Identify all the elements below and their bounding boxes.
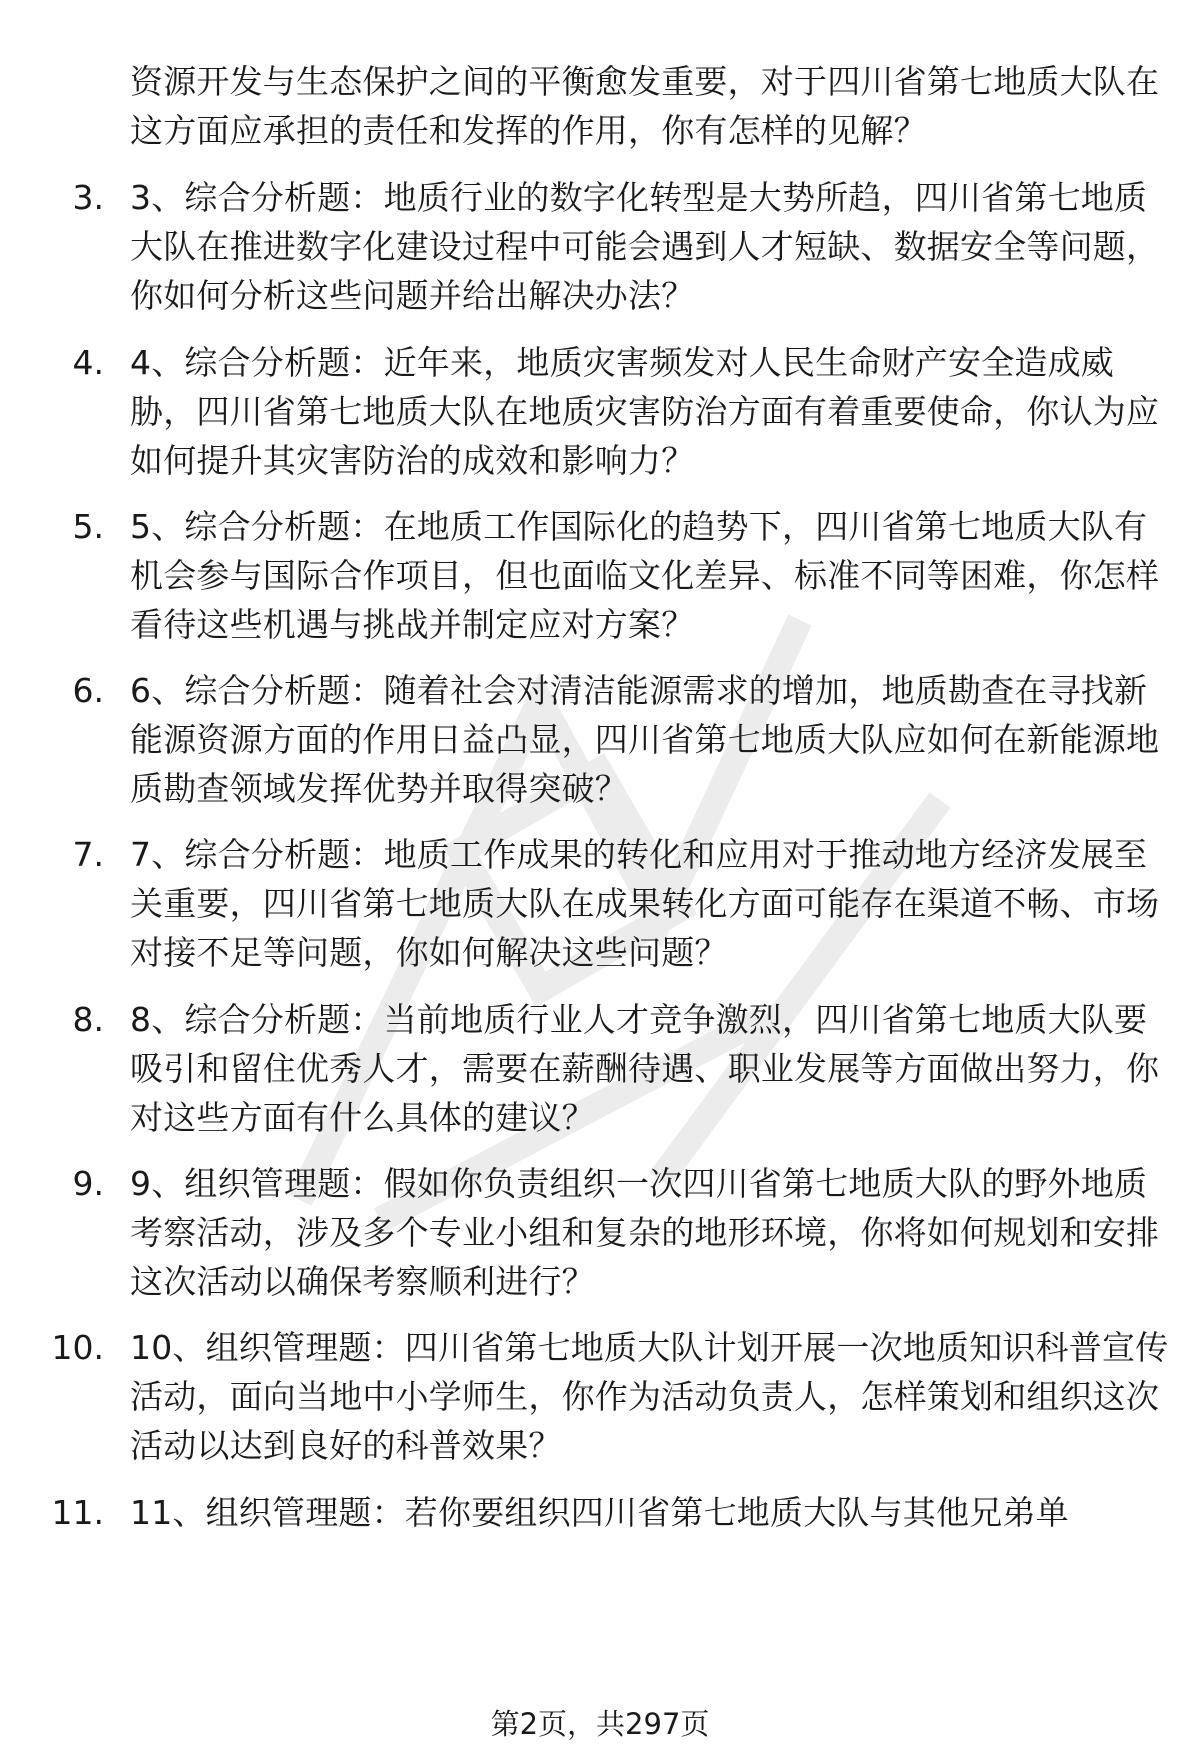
item-text: 4、综合分析题：近年来，地质灾害频发对人民生命财产安全造成威胁，四川省第七地质大队在地质灾害防治方面有着重要使命，你认为应如何提升其灾害防治的成效和影响力？ <box>130 343 1160 480</box>
item-number: 4. <box>72 343 104 382</box>
item-number: 8. <box>72 1000 104 1039</box>
item-number: 3. <box>72 178 104 217</box>
item-number: 10. <box>51 1328 104 1367</box>
item-number: 9. <box>72 1164 104 1203</box>
item-text: 3、综合分析题：地质行业的数字化转型是大势所趋，四川省第七地质大队在推进数字化建设过程中可能会遇到人才短缺、数据安全等问题，你如何分析这些问题并给出解决办法？ <box>130 178 1160 315</box>
item-text: 7、综合分析题：地质工作成果的转化和应用对于推动地方经济发展至关重要，四川省第七地质大队在成果转化方面可能存在渠道不畅、市场对接不足等问题，你如何解决这些问题？ <box>130 835 1160 972</box>
item-text: 11、组织管理题：若你要组织四川省第七地质大队与其他兄弟单 <box>130 1493 1069 1532</box>
item-number: 5. <box>72 507 104 546</box>
item-text: 5、综合分析题：在地质工作国际化的趋势下，四川省第七地质大队有机会参与国际合作项目，但也面临文化差异、标准不同等困难，你怎样看待这些机遇与挑战并制定应对方案？ <box>130 507 1160 644</box>
item-number: 11. <box>51 1493 104 1532</box>
page-footer: 第2页，共297页 <box>490 1707 710 1741</box>
item-text: 6、综合分析题：随着社会对清洁能源需求的增加，地质勘查在寻找新能源资源方面的作用日益凸显，四川省第七地质大队应如何在新能源地质勘查领域发挥优势并取得突破？ <box>130 671 1160 808</box>
item-number: 7. <box>72 835 104 874</box>
item-text: 9、组织管理题：假如你负责组织一次四川省第七地质大队的野外地质考察活动，涉及多个专业小组和复杂的地形环境，你将如何规划和安排这次活动以确保考察顺利进行？ <box>130 1164 1160 1301</box>
item-number: 6. <box>72 671 104 710</box>
item-text: 10、组织管理题：四川省第七地质大队计划开展一次地质知识科普宣传活动，面向当地中小学师生，你作为活动负责人，怎样策划和组织这次活动以达到良好的科普效果？ <box>130 1328 1169 1465</box>
continuation-text: 资源开发与生态保护之间的平衡愈发重要，对于四川省第七地质大队在这方面应承担的责任和发挥的作用，你有怎样的见解？ <box>130 62 1160 150</box>
item-text: 8、综合分析题：当前地质行业人才竞争激烈，四川省第七地质大队要吸引和留住优秀人才，需要在薪酬待遇、职业发展等方面做出努力，你对这些方面有什么具体的建议？ <box>130 1000 1160 1137</box>
